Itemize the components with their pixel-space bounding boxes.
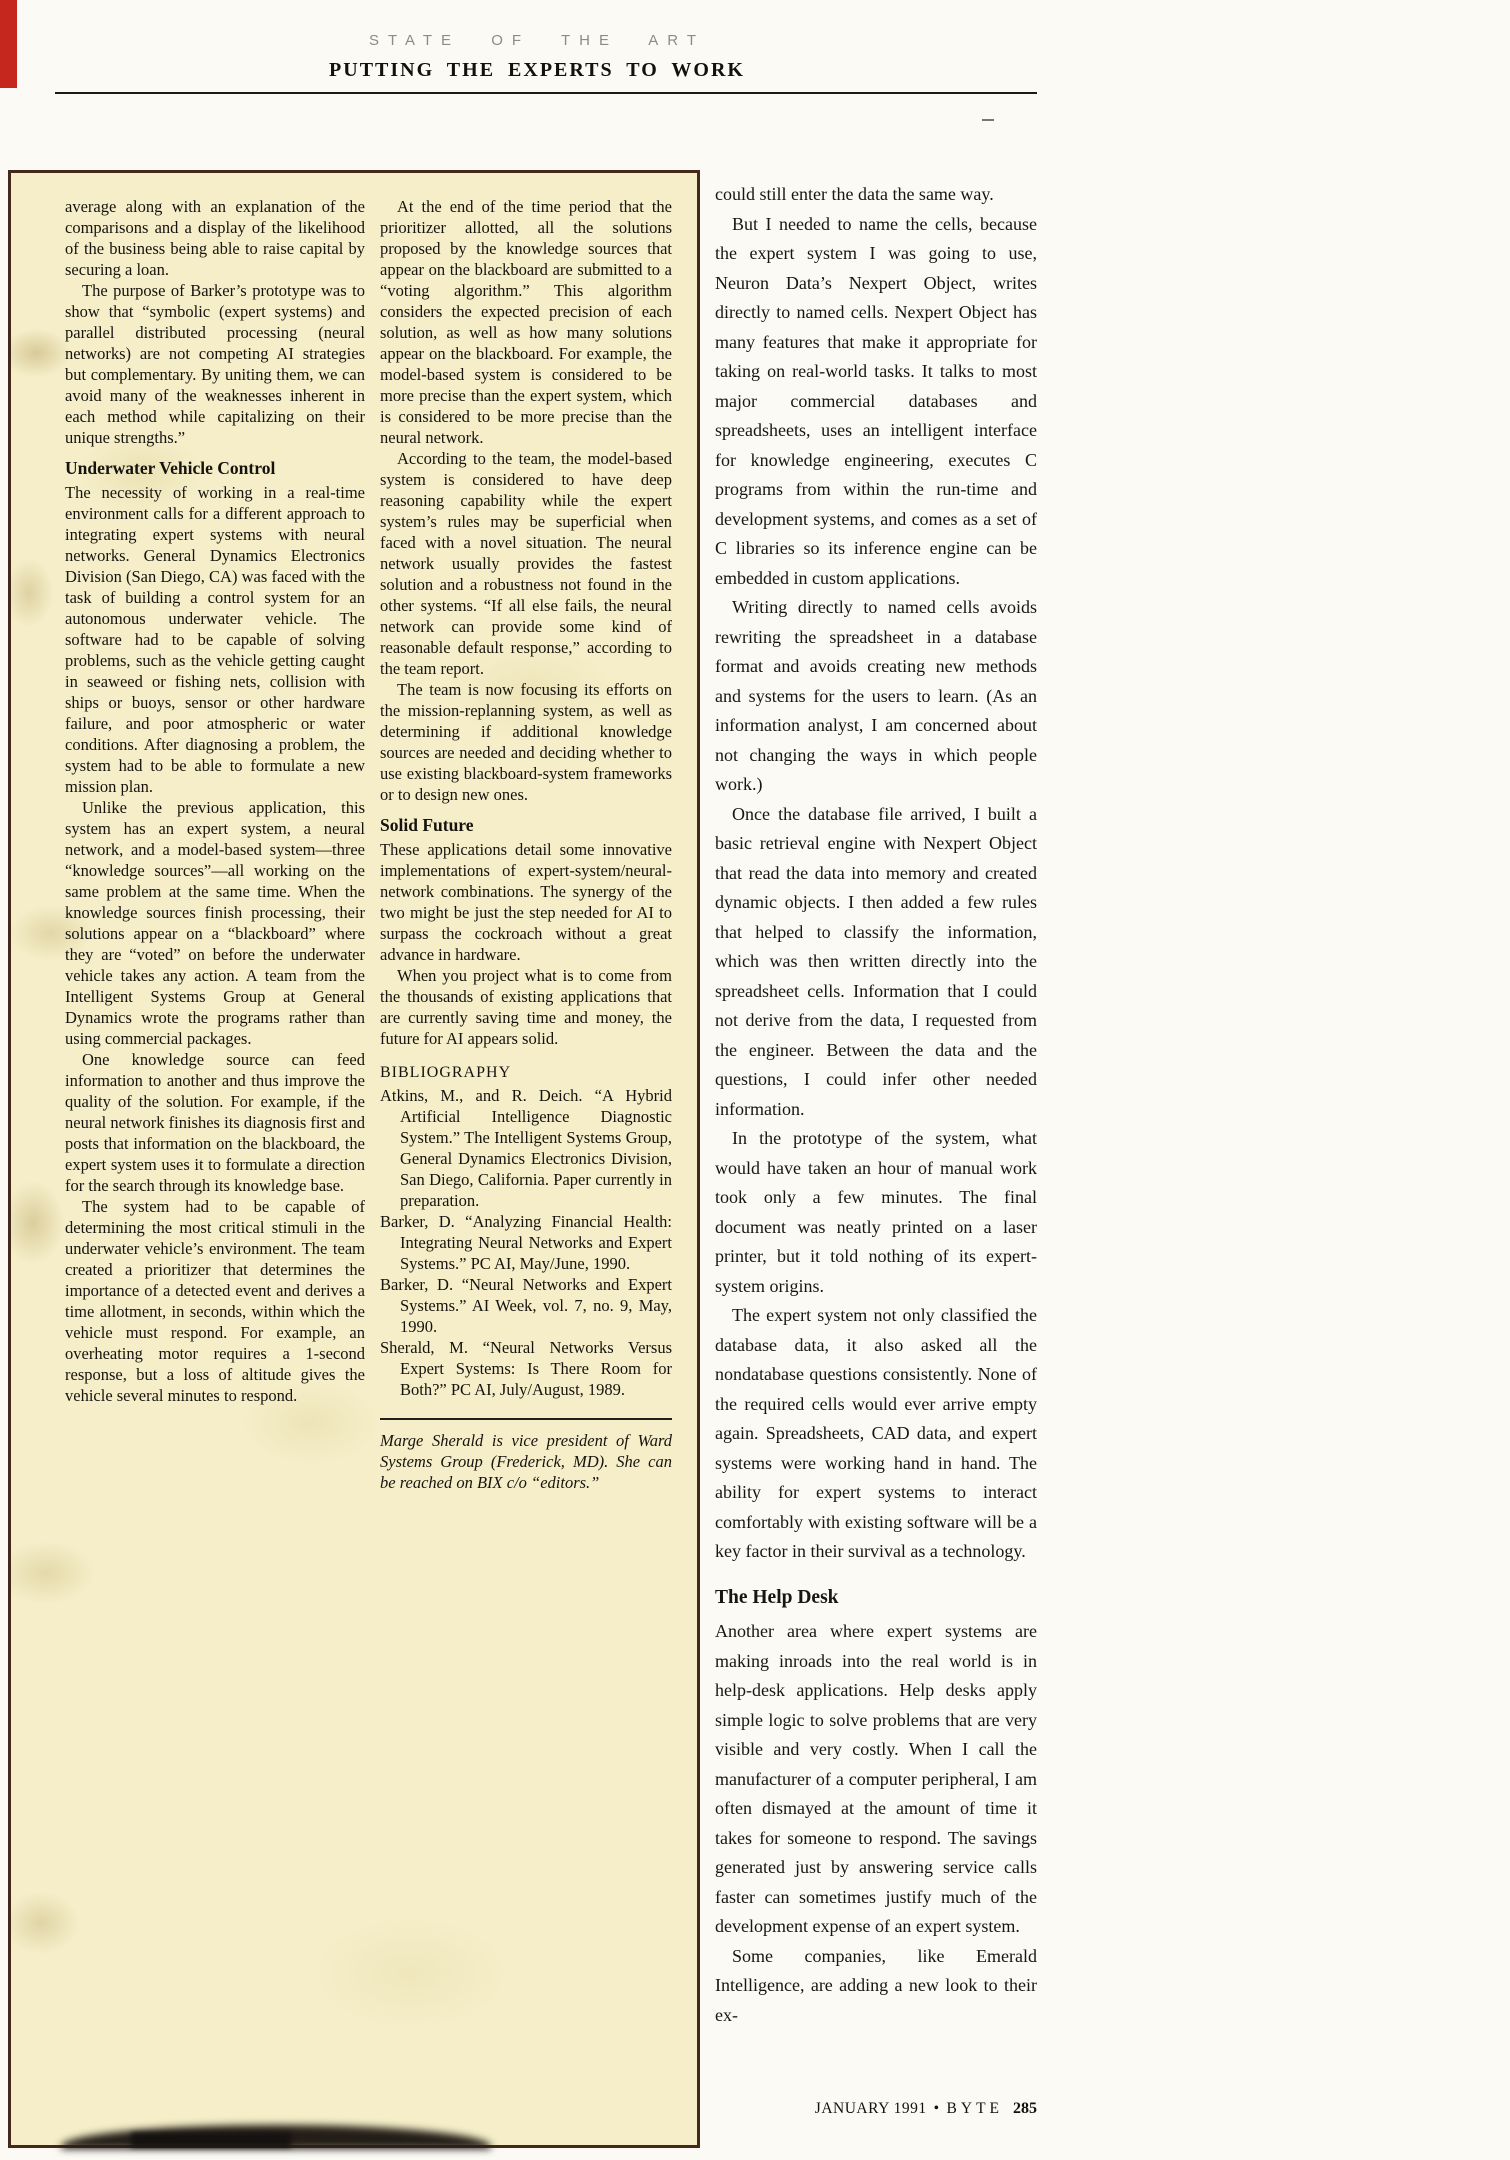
paragraph: Once the database file arrived, I built a basic retrieval engine with Nexpert Object that read the data into memory and created dynamic objects. I then added a few rules that helped to classify the information, which was then written directly into the spreadsheet cells. Information that I could not derive from the data, I requested from the engineer. Between the data and the questions, I could infer other needed information. xyxy=(715,803,1037,1119)
section-kicker: STATE OF THE ART xyxy=(368,32,706,49)
paragraph: These applications detail some innovative implementations of expert-system/neural-network combinations. The synergy of the two might be just the step needed for AI to surpass the cockroach without a great advance in hardware. xyxy=(380,840,672,964)
paragraph: But I needed to name the cells, because the expert system I was going to use, Neuron Data’s Nexpert Object, writes directly to named cells. Nexpert Object has many features that make it appropriate for taking on real-world tasks. It talks to most major commercial databases and spreadsheets, uses an intelligent interface for knowledge engineering, executes C programs from within the run-time and development systems, and comes as a set of C libraries so its inference engine can be embedded in custom applications. xyxy=(715,213,1037,588)
heading-bibliography: BIBLIOGRAPHY xyxy=(380,1064,512,1081)
bibliography-entry: Barker, D. “Neural Networks and Expert Systems.” AI Week, vol. 7, no. 9, May, 1990. xyxy=(380,1275,672,1336)
paragraph: Some companies, like Emerald Intelligence, are adding a new look to their ex- xyxy=(715,1945,1037,2025)
paragraph: In the prototype of the system, what would have taken an hour of manual work took only a few minutes. The final document was neatly printed on a laser printer, but it told nothing of its expert-system origins. xyxy=(715,1128,1037,1296)
column-left xyxy=(65,196,365,1406)
paragraph: The expert system not only classified the database data, it also asked all the nondatabase questions consistently. None of the required cells would ever arrive empty again. Spreadsheets, CAD data, and expert systems were working hand in hand. The ability for expert systems to interact comfortably with existing software will be a key factor in their survival as a technology. xyxy=(715,1305,1037,1561)
author-bio: Marge Sherald is vice president of Ward Systems Group (Frederick, MD). She can be reached on BIX c/o “editors.” xyxy=(380,1431,672,1492)
paragraph: The necessity of working in a real-time environment calls for a different approach to integrating expert systems with neural networks. General Dynamics Electronics Division (San Diego, CA) was faced with the task of building a control system for an autonomous underwater vehicle. The software had to be capable of solving problems, such as the vehicle getting caught in seaweed or fishing nets, collision with ships or buoys, sensor or other hardware failure, and poor atmospheric or water conditions. After diagnosing a problem, the system had to be able to formulate a new mission plan. xyxy=(65,483,365,796)
page-footer xyxy=(715,2100,1037,2118)
paragraph: average along with an explanation of the comparisons and a display of the likelihood of the business being able to raise capital by securing a loan. xyxy=(65,197,365,279)
footer-bullet: • xyxy=(933,2100,940,2117)
scan-artifact-dash xyxy=(982,119,994,121)
footer-magazine-name: BYTE xyxy=(946,2100,1003,2117)
article-title: PUTTING THE EXPERTS TO WORK xyxy=(329,59,745,81)
heading-underwater-vehicle-control: Underwater Vehicle Control xyxy=(65,458,276,478)
paragraph: The team is now focusing its efforts on the mission-replanning system, as well as determining if additional knowledge sources are needed and deciding whether to use existing blackboard-system frameworks or to design new ones. xyxy=(380,680,672,804)
paragraph: The purpose of Barker’s prototype was to show that “symbolic (expert systems) and parallel distributed processing (neural networks) are not competing AI strategies but complementary. By uniting them, we can avoid many of the weaknesses inherent in each method while capitalizing on their unique strengths.” xyxy=(65,281,365,447)
paragraph: The system had to be capable of determining the most critical stimuli in the underwater vehicle’s environment. The team created a prioritizer that determines the importance of a detected event and derives a time allotment, in seconds, within which the vehicle must respond. For example, an overheating motor requires a 1-second response, but a loss of altitude gives the vehicle several minutes to respond. xyxy=(65,1197,365,1405)
heading-the-help-desk: The Help Desk xyxy=(715,1586,839,1608)
bibliography-entry: Sherald, M. “Neural Networks Versus Expert Systems: Is There Room for Both?” PC AI, July/August, 1989. xyxy=(380,1338,672,1399)
paragraph: According to the team, the model-based system is considered to have deep reasoning capability while the expert system’s rules may be superficial when faced with a novel situation. The neural network usually provides the fastest solution and a robustness not found in the other systems. “If all else fails, the neural network can provide some kind of reasonable default response,” according to the team report. xyxy=(380,449,672,678)
paragraph: One knowledge source can feed information to another and thus improve the quality of the solution. For example, if the neural network finishes its diagnosis first and posts that information on the blackboard, the expert system uses it to formulate a direction for the search through its knowledge base. xyxy=(65,1050,365,1195)
footer-page-number: 285 xyxy=(1013,2100,1037,2117)
paragraph: At the end of the time period that the prioritizer allotted, all the solutions proposed by the knowledge sources that appear on the blackboard are submitted to a “voting algorithm.” This algorithm considers the expected precision of each solution, as well as how many solutions appear on the blackboard. For example, the model-based system is considered to be more precise than the expert system, which is considered to be more precise than the neural network. xyxy=(380,197,672,447)
paragraph: could still enter the data the same way. xyxy=(715,184,994,204)
author-bio-divider xyxy=(380,1418,672,1420)
header-rule xyxy=(55,92,1037,94)
bibliography-entry: Atkins, M., and R. Deich. “A Hybrid Artificial Intelligence Diagnostic System.” The Intelligent Systems Group, General Dynamics Electronics Division, San Diego, California. Paper currently in preparation. xyxy=(380,1086,672,1210)
paragraph: Writing directly to named cells avoids rewriting the spreadsheet in a database format and avoids creating new methods and systems for the users to learn. (As an information analyst, I am concerned about not changing the ways in which people work.) xyxy=(715,597,1037,794)
heading-solid-future: Solid Future xyxy=(380,815,474,835)
bibliography-entry: Barker, D. “Analyzing Financial Health: Integrating Neural Networks and Expert Systems.” PC AI, May/June, 1990. xyxy=(380,1212,672,1273)
footer-issue: JANUARY 1991 xyxy=(814,2100,927,2117)
paragraph: Unlike the previous application, this system has an expert system, a neural network, and a model-based system—three “knowledge sources”—all working on the same problem at the same time. When the knowledge sources finish processing, their solutions appear on a “blackboard” where they are “voted” on before the underwater vehicle takes any action. A team from the Intelligent Systems Group at General Dynamics wrote the programs rather than using commercial packages. xyxy=(65,798,365,1048)
paragraph: When you project what is to come from the thousands of existing applications that are currently saving time and money, the future for AI appears solid. xyxy=(380,966,672,1048)
scan-shadow-blob-small xyxy=(131,2133,291,2147)
column-middle xyxy=(380,196,672,1493)
paragraph: Another area where expert systems are making inroads into the real world is in help-desk applications. Help desks apply simple logic to solve problems that are very visible and very costly. When I call the manufacturer of a computer peripheral, I am often dismayed at the amount of time it takes for someone to respond. The savings generated just by answering service calls faster can sometimes justify much of the development expense of an expert system. xyxy=(715,1621,1037,1936)
column-right xyxy=(715,180,1037,2030)
